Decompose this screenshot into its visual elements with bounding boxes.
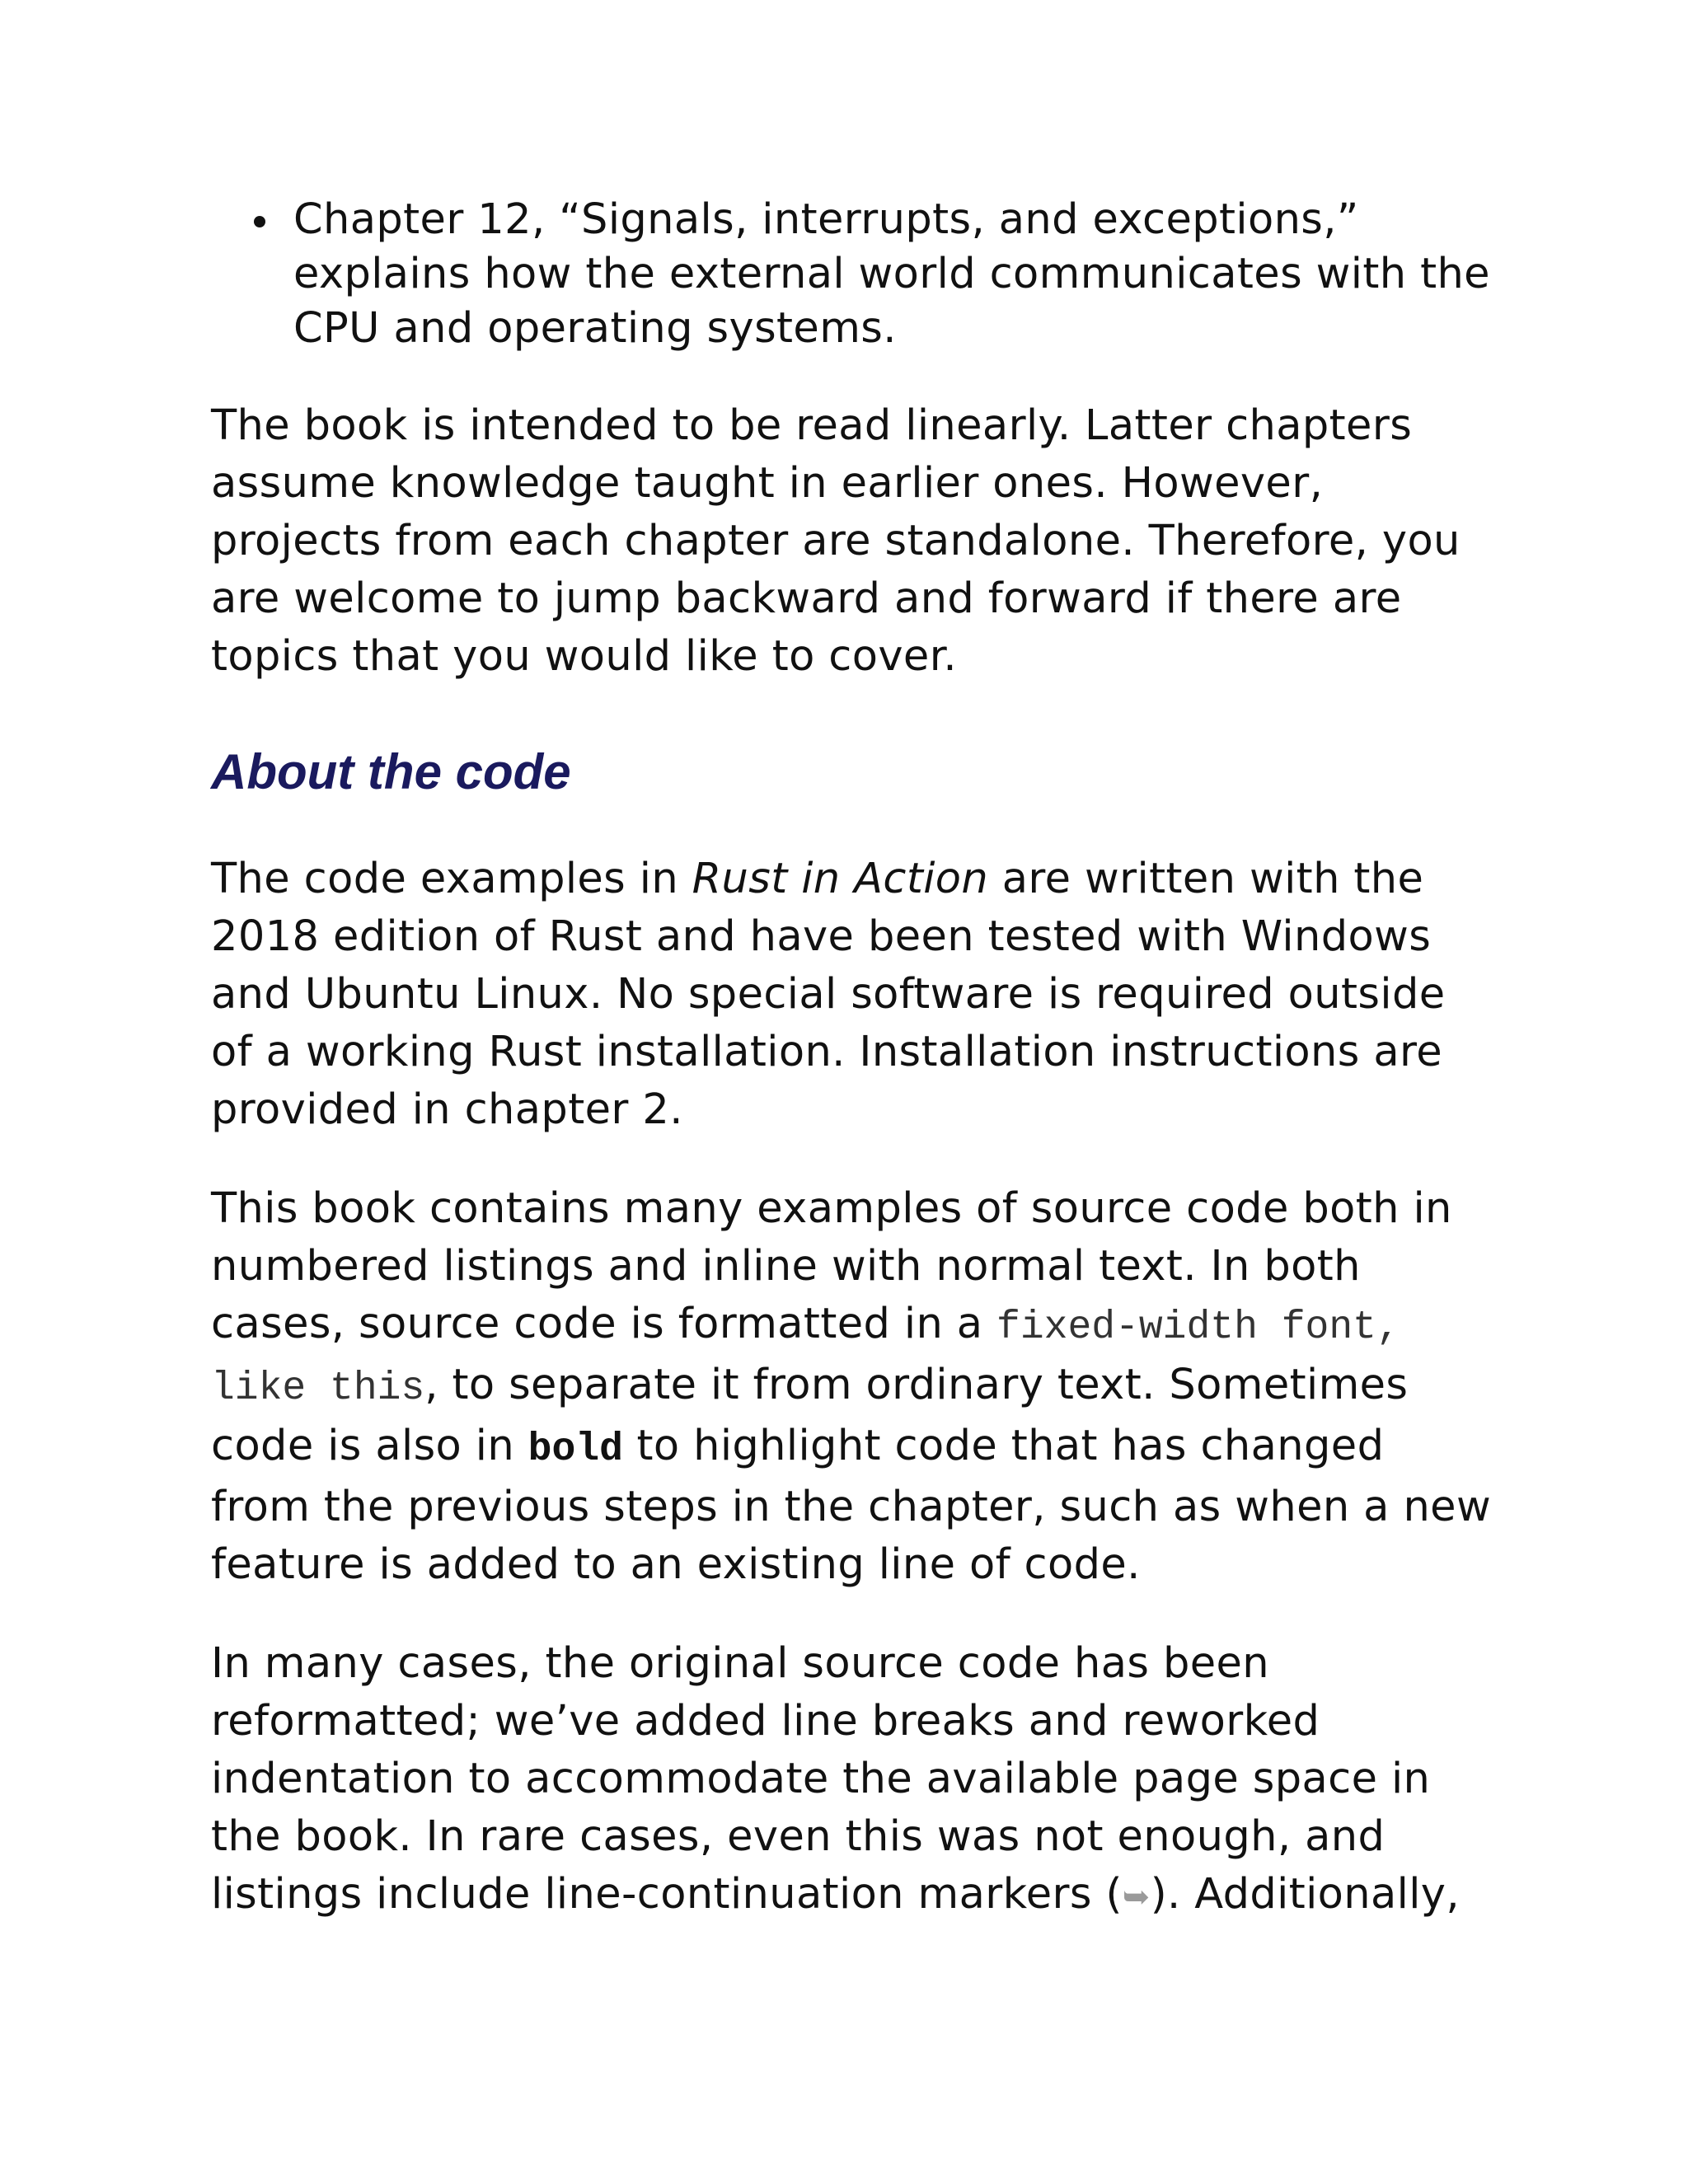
section-heading: About the code — [211, 744, 571, 799]
text-span: to highlight code that has changed from the previous steps in the chapter, such as when a new feature is added to an existing line of code. — [211, 1422, 1492, 1589]
book-page — [211, 193, 1497, 1967]
text-span: ). Additionally, — [1150, 1870, 1460, 1919]
bold-code-sample: bold — [528, 1427, 623, 1472]
text-span: This book contains many examples of source code both in numbered listings and inline with normal text. In both cases, source code is formatted in a — [211, 1184, 1452, 1348]
monospace-sample: fixed-width font, like this — [211, 1305, 1400, 1411]
text-span: In many cases, the original source code has been reformatted; we’ve added line breaks and reworked indentation to accommodate the available page space in the book. In rare cases, even this was not enough, and listings include line-continuation markers ( — [211, 1639, 1431, 1919]
book-title: Rust in Action — [692, 855, 989, 903]
paragraph-reformatted — [211, 1635, 1497, 1926]
chapter-list — [211, 193, 1497, 356]
bullet-icon — [254, 216, 265, 227]
text-span: are written with the 2018 edition of Rust and have been tested with Windows and Ubuntu Linux. No special software is required outside of a working Rust installation. Installation instructions are provided in chapter 2. — [211, 855, 1446, 1134]
paragraph-code-examples — [211, 851, 1497, 1139]
text-span: , to separate it from ordinary text. Sometimes code is also in — [211, 1361, 1409, 1470]
continuation-arrow-icon: ➥ — [1122, 1878, 1151, 1916]
paragraph-reading-order: The book is intended to be read linearly. Latter chapters assume knowledge taught in earlier ones. However, projects from each chapter are standalone. Therefore, you are welcome to jump backward and forward if there are topics that you would like to cover. — [211, 401, 1461, 681]
paragraph-source-code — [211, 1180, 1497, 1594]
list-item-text: Chapter 12, “Signals, interrupts, and exceptions,” explains how the external world communicates with the CPU and operating systems. — [293, 195, 1490, 353]
text-span: The code examples in — [211, 855, 692, 903]
list-item — [211, 193, 1497, 356]
